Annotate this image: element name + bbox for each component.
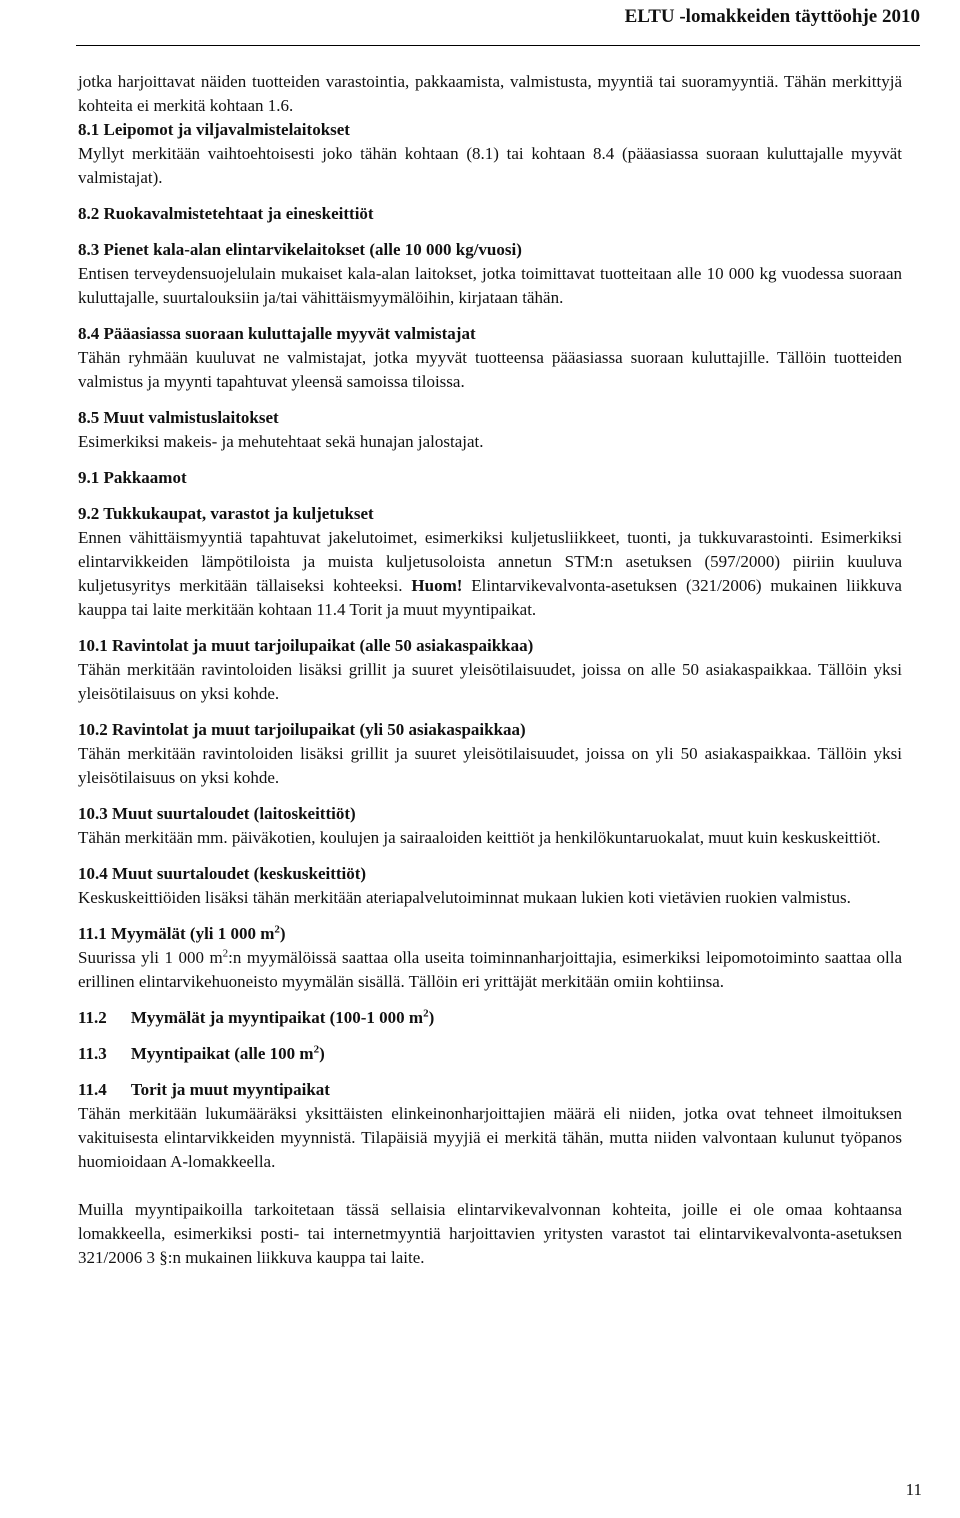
section-text [78,946,902,994]
section-10-2 [78,718,902,790]
section-8-4 [78,322,902,394]
intro-paragraph: jotka harjoittavat näiden tuotteiden varastointia, pakkaamista, valmistusta, myyntiä tai suoramyyntiä. Tähän merkittyjä kohteita ei merkitä kohtaan 1.6. [78,72,902,115]
closing-paragraph: Muilla myyntipaikoilla tarkoitetaan tässä sellaisia elintarvikevalvonnan kohteita, joille ei ole omaa kohtaansa lomakkeella, esimerkiksi posti- tai internetmyyntiä harjoittavien yritysten varastot tai elintarvikevalvonta-asetuksen 321/2006 3 §:n mukainen liikkuva kauppa tai laite. [78,1200,902,1267]
heading-part: 11.1 Myymälät (yli 1 000 m [78,924,275,943]
heading-part: ) [279,924,286,943]
heading-part: Myyntipaikat (alle 100 m [130,1044,314,1063]
section-heading: 8.2 Ruokavalmistetehtaat ja eineskeittiöt [78,204,374,223]
section-heading [78,1006,902,1030]
section-text: Tähän merkitään mm. päiväkotien, koulujen ja sairaaloiden keittiöt ja henkilökuntaruokalat, muut kuin keskuskeittiöt. [78,828,881,847]
section-text: Tähän merkitään ravintoloiden lisäksi grillit ja suuret yleisötilaisuudet, joissa on yli 50 asiakaspaikkaa. Tällöin yksi yleisötilaisuus on yksi kohde. [78,744,902,787]
heading-superscript: 2 [423,1007,429,1020]
section-8-3 [78,238,902,310]
section-8-2 [78,202,902,226]
section-text: Tähän merkitään ravintoloiden lisäksi grillit ja suuret yleisötilaisuudet, joissa on alle 50 asiakaspaikkaa. Tällöin yksi yleisötilaisuus on yksi kohde. [78,660,902,703]
section-text: Tähän ryhmään kuuluvat ne valmistajat, jotka myyvät tuotteensa pääasiassa suoraan kuluttajille. Tällöin tuotteiden valmistus ja myynti tapahtuvat yleensä samoissa tiloissa. [78,348,902,391]
section-11-1 [78,922,902,994]
section-heading [78,1078,902,1102]
section-9-2 [78,502,902,622]
section-11-2 [78,1006,902,1030]
section-10-1 [78,634,902,706]
section-heading: 9.2 Tukkukaupat, varastot ja kuljetukset [78,504,374,523]
section-10-3 [78,802,902,850]
section-number: 11.3 [78,1044,107,1063]
heading-part: Myymälät ja myyntipaikat (100-1 000 m [130,1008,424,1027]
section-heading: 10.3 Muut suurtaloudet (laitoskeittiöt) [78,804,356,823]
section-heading [78,1042,902,1066]
section-8-1 [78,118,902,190]
section-8-5 [78,406,902,454]
section-text: Entisen terveydensuojelulain mukaiset kala-alan laitokset, jotka toimittavat tuotteitaan alle 10 000 kg vuodessa suoraan kuluttajalle, suurtalouksiin ja/tai vähittäismyymälöihin, kirjataan tähän. [78,264,902,307]
section-text: Esimerkiksi makeis- ja mehutehtaat sekä hunajan jalostajat. [78,432,484,451]
section-text: Tähän merkitään lukumääräksi yksittäisten elinkeinonharjoittajien määrä eli niiden, jotka ovat tehneet ilmoituksen vakituisesta elintarvikkeiden myynnistä. Tilapäisiä myyjiä ei merkitä tähän, mutta niiden valvontaan kulunut työpanos huomioidaan A-lomakkeella. [78,1104,902,1171]
section-text-body: Ennen vähittäismyyntiä tapahtuvat jakelutoimet, esimerkiksi kuljetusliikkeet, tuonti, ja tukkuvarastointi. Esimerkiksi elintarvikkeiden lämpötiloista ja muista kuljetusoloista annetun STM:n asetuksen (597/2000) piiriin kuuluva kuljetusyritys merkitään tällaiseksi kohteeksi. [78,528,902,595]
section-heading: 10.1 Ravintolat ja muut tarjoilupaikat (alle 50 asiakaspaikkaa) [78,636,534,655]
text-part: Suurissa yli 1 000 m [78,948,223,967]
section-heading: 10.4 Muut suurtaloudet (keskuskeittiöt) [78,864,367,883]
section-heading: 10.2 Ravintolat ja muut tarjoilupaikat (yli 50 asiakaspaikkaa) [78,720,526,739]
header-divider [76,45,920,46]
section-heading: 8.5 Muut valmistuslaitokset [78,408,279,427]
text-superscript: 2 [222,947,229,960]
page-header [0,0,960,44]
heading-part: Torit ja muut myyntipaikat [130,1080,330,1099]
page-body [78,70,902,1270]
section-number: 11.2 [78,1008,107,1027]
section-11-4 [78,1078,902,1174]
section-11-3 [78,1042,902,1066]
heading-superscript: 2 [313,1043,320,1056]
section-heading: 8.1 Leipomot ja viljavalmistelaitokset [78,120,350,139]
section-heading: 8.4 Pääasiassa suoraan kuluttajalle myyvät valmistajat [78,324,476,343]
section-heading [78,922,902,946]
document-title: ELTU -lomakkeiden täyttöohje 2010 [624,6,920,27]
section-9-1 [78,466,902,490]
section-heading: 8.3 Pienet kala-alan elintarvikelaitokset (alle 10 000 kg/vuosi) [78,240,522,259]
heading-part: ) [319,1044,325,1063]
section-text: Myllyt merkitään vaihtoehtoisesti joko tähän kohtaan (8.1) tai kohtaan 8.4 (pääasiassa suoraan kuluttajalle myyvät valmistajat). [78,144,902,187]
section-heading: 9.1 Pakkaamot [78,468,187,487]
heading-part: ) [428,1008,435,1027]
section-text [78,526,902,622]
section-10-4 [78,862,902,910]
page-number: 11 [905,1480,922,1499]
section-number: 11.4 [78,1080,107,1099]
note-label: Huom! [411,576,463,595]
note-text: Elintarvikevalvonta-asetuksen (321/2006) mukainen liikkuva kauppa tai laite merkitään kohtaan 11.4 Torit ja muut myyntipaikat. [78,576,902,619]
heading-superscript: 2 [274,923,280,936]
section-text: Keskuskeittiöiden lisäksi tähän merkitään ateriapalvelutoiminnat mukaan lukien koti vietävien ruokien valmistus. [78,888,851,907]
text-part: :n myymälöissä saattaa olla useita toiminnanharjoittajia, esimerkiksi leipomotoiminto saattaa olla erillinen elintarvikehuoneisto myymälän sisällä. Tällöin eri yrittäjät merkitään omiin kohtiinsa. [78,948,902,991]
